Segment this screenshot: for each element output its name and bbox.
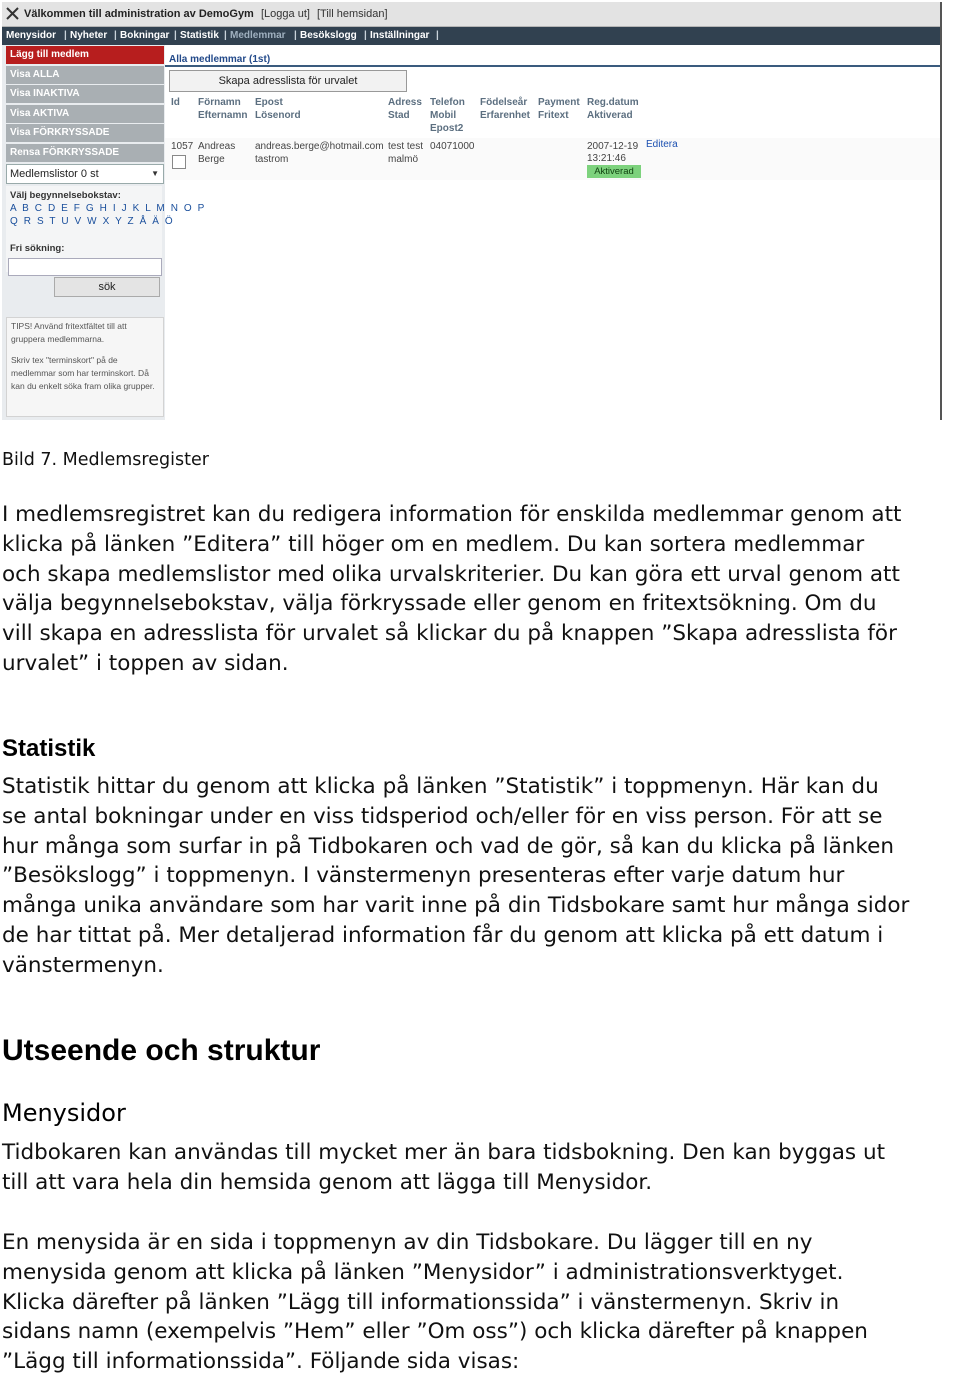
paragraph-member-register bbox=[2, 500, 901, 679]
members-panel bbox=[165, 45, 940, 420]
text-line: vänstermenyn. bbox=[2, 952, 164, 978]
menu-separator: | bbox=[364, 30, 367, 41]
menu-item-besokslogg[interactable]: Besökslogg bbox=[300, 30, 357, 41]
col-header-id[interactable]: Id bbox=[171, 97, 180, 108]
chevron-down-icon: ▼ bbox=[151, 169, 159, 178]
text-line: se antal bokningar under en viss tidsperiod och/eller för en viss person. För att se bbox=[2, 803, 883, 829]
menu-separator: | bbox=[436, 30, 439, 41]
member-lists-select[interactable] bbox=[6, 164, 164, 184]
member-id: 1057 bbox=[171, 141, 194, 152]
home-link[interactable]: [Till hemsidan] bbox=[317, 8, 388, 20]
tips-text-2: Skriv tex "terminskort" på de medlemmar som har terminskort. Då kan du enkelt söka fram olika grupper. bbox=[11, 355, 155, 391]
text-line: hur många som surfar in på Tidbokaren och vad de gör, så kan du klicka på länken bbox=[2, 833, 894, 859]
menu-item-installningar[interactable]: Inställningar bbox=[370, 30, 430, 41]
menu-item-medlemmar[interactable]: Medlemmar bbox=[230, 30, 286, 41]
members-title: Alla medlemmar (1st) bbox=[169, 54, 271, 65]
text-line: klicka på länken ”Editera” till höger om en medlem. Du kan sortera medlemmar bbox=[2, 531, 865, 557]
text-line: de har tittat på. Mer detaljerad information får du genom att klicka på ett datum i bbox=[2, 922, 884, 948]
show-checked-button[interactable]: Visa FÖRKRYSSADE bbox=[6, 124, 164, 142]
col-header-birthyear[interactable]: Födelseår bbox=[480, 97, 528, 108]
member-email: andreas.berge@hotmail.com bbox=[255, 141, 384, 152]
member-regtime: 13:21:46 bbox=[587, 153, 626, 164]
add-member-button[interactable]: Lägg till medlem bbox=[6, 46, 164, 64]
letter-filter-label: Välj begynnelsebokstav: bbox=[10, 190, 121, 201]
clear-checked-button[interactable]: Rensa FÖRKRYSSADE bbox=[6, 144, 164, 162]
title-divider bbox=[165, 65, 940, 67]
col-header-lastname[interactable]: Efternamn bbox=[198, 110, 248, 121]
col-header-regdate[interactable]: Reg.datum bbox=[587, 97, 639, 108]
admin-titlebar bbox=[2, 2, 940, 27]
member-city: malmö bbox=[388, 154, 419, 165]
text-line: menysida genom att klicka på länken ”Menysidor” i administrationsverktyget. bbox=[2, 1259, 844, 1285]
text-line: Tidbokaren kan användas till mycket mer än bara tidsbokning. Den kan byggas ut bbox=[2, 1140, 886, 1165]
col-header-activated[interactable]: Aktiverad bbox=[587, 110, 633, 121]
col-header-address[interactable]: Adress bbox=[388, 97, 422, 108]
search-button[interactable]: sök bbox=[54, 277, 160, 297]
figure-caption: Bild 7. Medlemsregister bbox=[2, 450, 209, 470]
col-header-experience[interactable]: Erfarenhet bbox=[480, 110, 531, 121]
text-line: och skapa medlemslistor med olika urvalskriterier. Du kan göra ett urval genom att bbox=[2, 561, 900, 587]
tips-text-1: TIPS! Använd fritextfältet till att gruppera medlemmarna. bbox=[11, 321, 127, 344]
welcome-text: Välkommen till administration av DemoGym bbox=[24, 8, 254, 20]
menu-item-bokningar[interactable]: Bokningar bbox=[120, 30, 170, 41]
menu-separator: | bbox=[294, 30, 297, 41]
text-line: urvalet” i toppen av sidan. bbox=[2, 650, 289, 676]
col-header-freetext[interactable]: Fritext bbox=[538, 110, 569, 121]
member-lists-value: Medlemslistor 0 st bbox=[10, 168, 99, 180]
create-address-list-button[interactable]: Skapa adresslista för urvalet bbox=[169, 70, 407, 92]
free-search-label: Fri sökning: bbox=[10, 243, 65, 254]
menu-item-nyheter[interactable]: Nyheter bbox=[70, 30, 108, 41]
member-lastname: Berge bbox=[198, 154, 225, 165]
text-line: ”Lägg till informationssida”. Följande sida visas: bbox=[2, 1349, 520, 1375]
letter-links-row-2[interactable]: Q R S T U V W X Y Z Å Ä Ö bbox=[10, 216, 175, 227]
heading-statistik: Statistik bbox=[2, 735, 96, 762]
logout-link[interactable]: [Logga ut] bbox=[261, 8, 310, 20]
col-header-email[interactable]: Epost bbox=[255, 97, 283, 108]
text-line: till att vara hela din hemsida genom att lägga till Menysidor. bbox=[2, 1169, 653, 1195]
text-line: Statistik hittar du genom att klicka på länken ”Statistik” i toppmenyn. Här kan du bbox=[2, 774, 879, 799]
col-header-firstname[interactable]: Förnamn bbox=[198, 97, 241, 108]
text-line: ”Besökslogg” i toppmenyn. I vänstermenyn presenteras efter varje datum hur bbox=[2, 863, 845, 889]
menu-item-menysidor[interactable]: Menysidor bbox=[6, 30, 57, 41]
letter-links-row-1[interactable]: A B C D E F G H I J K L M N O P bbox=[10, 203, 206, 214]
heading-utseende: Utseende och struktur bbox=[2, 1034, 321, 1067]
paragraph-menysidor-howto bbox=[2, 1228, 868, 1377]
text-line: välja begynnelsebokstav, välja förkryssade eller genom en fritextsökning. Om du bbox=[2, 591, 877, 617]
col-header-mobile[interactable]: Mobil bbox=[430, 110, 457, 121]
member-password: tastrom bbox=[255, 154, 289, 165]
member-address: test test bbox=[388, 141, 424, 152]
col-header-email2[interactable]: Epost2 bbox=[430, 123, 464, 134]
tools-icon bbox=[6, 7, 19, 20]
text-line: sidans namn (exempelvis ”Hem” eller ”Om oss”) och klicka därefter på knappen bbox=[2, 1319, 868, 1345]
show-active-button[interactable]: Visa AKTIVA bbox=[6, 105, 164, 123]
text-line: En menysida är en sida i toppmenyn av din Tidsbokare. Du lägger till en ny bbox=[2, 1230, 813, 1255]
col-header-phone[interactable]: Telefon bbox=[430, 97, 465, 108]
paragraph-statistik bbox=[2, 772, 909, 981]
text-line: vill skapa en adresslista för urvalet så klickar du på knappen ”Skapa adresslista för bbox=[2, 621, 897, 647]
edit-member-link[interactable]: Editera bbox=[646, 139, 678, 150]
menu-separator: | bbox=[174, 30, 177, 41]
col-header-password[interactable]: Lösenord bbox=[255, 110, 301, 121]
status-badge: Aktiverad bbox=[587, 165, 641, 178]
heading-menysidor: Menysidor bbox=[2, 1099, 126, 1127]
paragraph-menysidor-intro bbox=[2, 1138, 885, 1198]
text-line: I medlemsregistret kan du redigera information för enskilda medlemmar genom att bbox=[2, 502, 902, 527]
menu-item-statistik[interactable]: Statistik bbox=[180, 30, 219, 41]
member-checkbox[interactable] bbox=[172, 155, 186, 169]
menu-separator: | bbox=[224, 30, 227, 41]
member-firstname: Andreas bbox=[198, 141, 236, 152]
text-line: många unika användare som har varit inne på din Tidsbokare samt hur många sidor bbox=[2, 893, 910, 919]
menu-separator: | bbox=[114, 30, 117, 41]
show-inactive-button[interactable]: Visa INAKTIVA bbox=[6, 85, 164, 103]
show-all-button[interactable]: Visa ALLA bbox=[6, 66, 164, 84]
admin-screenshot bbox=[2, 2, 942, 420]
admin-menubar bbox=[2, 27, 940, 45]
tips-box bbox=[6, 317, 164, 417]
member-regdate: 2007-12-19 bbox=[587, 141, 639, 152]
text-line: Klicka därefter på länken ”Lägg till informationssida” i vänstermenyn. Skriv in bbox=[2, 1289, 840, 1315]
col-header-payment[interactable]: Payment bbox=[538, 97, 580, 108]
menu-separator: | bbox=[64, 30, 67, 41]
free-search-input[interactable] bbox=[8, 258, 162, 276]
member-phone: 04071000 bbox=[430, 141, 475, 152]
col-header-city[interactable]: Stad bbox=[388, 110, 410, 121]
